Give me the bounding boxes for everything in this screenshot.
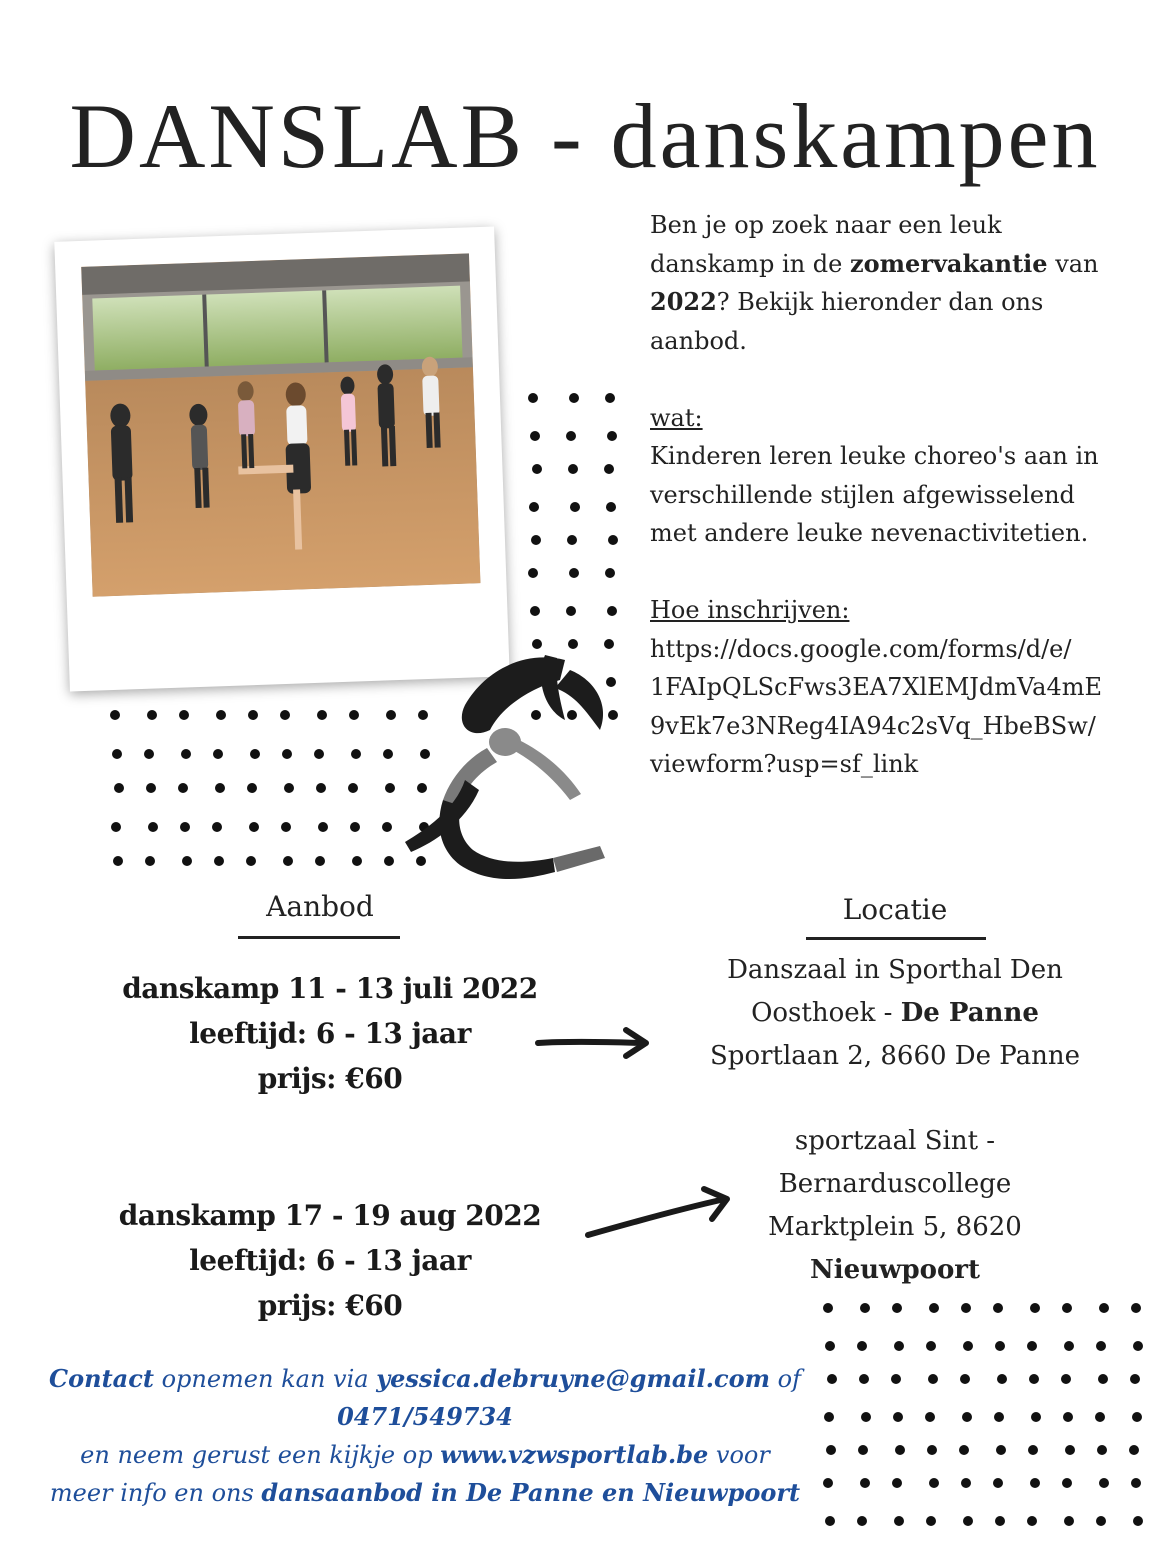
dot xyxy=(352,856,362,866)
camp-age: leeftijd: 6 - 13 jaar xyxy=(189,1017,471,1050)
camp-name: danskamp 11 - 13 juli 2022 xyxy=(122,972,538,1005)
dot xyxy=(894,1341,904,1351)
dot xyxy=(530,431,540,441)
camp-price: prijs: €60 xyxy=(257,1289,403,1322)
camp-name: danskamp 17 - 19 aug 2022 xyxy=(118,1199,542,1232)
dot xyxy=(892,1478,902,1488)
location-address: Sportlaan 2, 8660 De Panne xyxy=(709,1041,1081,1071)
dot xyxy=(283,856,293,866)
location-line: Oosthoek - De Panne xyxy=(751,998,1039,1028)
dot xyxy=(250,749,260,759)
dot xyxy=(350,822,360,832)
dot xyxy=(825,1341,835,1351)
dot xyxy=(995,1516,1005,1526)
location-line: Danszaal in Sporthal Den xyxy=(727,955,1063,985)
dot xyxy=(1065,1445,1075,1455)
location-city: Nieuwpoort xyxy=(809,1255,981,1285)
contact-line-2 xyxy=(20,1398,830,1436)
dot xyxy=(385,783,395,793)
email-link[interactable]: yessica.debruyne@gmail.com xyxy=(376,1364,770,1393)
dot xyxy=(996,1445,1006,1455)
dot xyxy=(926,1341,936,1351)
dot xyxy=(895,1445,905,1455)
dot xyxy=(316,783,326,793)
dot xyxy=(111,822,121,832)
dot xyxy=(348,783,358,793)
dot xyxy=(607,606,617,616)
dot xyxy=(1064,1341,1074,1351)
dot xyxy=(566,431,576,441)
dot xyxy=(146,783,156,793)
dot xyxy=(1027,1341,1037,1351)
dot xyxy=(567,535,577,545)
registration-link[interactable]: viewform?usp=sf_link xyxy=(650,750,919,778)
locatie-underline xyxy=(806,937,986,940)
dot xyxy=(532,464,542,474)
intro-line-4: aanbod. xyxy=(650,326,747,355)
registration-link[interactable]: 1FAIpQLScFws3EA7XlEMJdmVa4mE xyxy=(650,673,1102,701)
location-line: Bernarduscollege xyxy=(778,1169,1012,1199)
dot xyxy=(928,1374,938,1384)
dot xyxy=(1064,1516,1074,1526)
dot xyxy=(284,783,294,793)
dot xyxy=(1133,1341,1143,1351)
phone-number[interactable]: 0471/549734 xyxy=(337,1402,513,1431)
contact-line-4: meer info en ons dansaanbod in De Panne en Nieuwpoort xyxy=(49,1478,801,1507)
dot xyxy=(532,639,542,649)
dot xyxy=(349,710,359,720)
wat-heading: wat: xyxy=(650,403,703,432)
dot xyxy=(1132,1412,1142,1422)
dot xyxy=(570,502,580,512)
dot xyxy=(145,856,155,866)
dot xyxy=(857,1341,867,1351)
dot xyxy=(1131,1478,1141,1488)
dot xyxy=(1129,1445,1139,1455)
polaroid-frame xyxy=(54,226,509,691)
dot xyxy=(1130,1374,1140,1384)
dot xyxy=(213,749,223,759)
dot xyxy=(110,710,120,720)
dot xyxy=(1096,1341,1106,1351)
dot xyxy=(929,1478,939,1488)
dot xyxy=(929,1303,939,1313)
dot xyxy=(925,1412,935,1422)
dot xyxy=(1062,1478,1072,1488)
contact-line-1: Contact opnemen kan via yessica.debruyne@gmail.com of xyxy=(49,1364,801,1393)
dot xyxy=(216,710,226,720)
dot xyxy=(861,1412,871,1422)
zomervakantie-emphasis: zomervakantie xyxy=(850,248,1048,278)
locatie-heading: Locatie xyxy=(842,893,948,926)
dot xyxy=(247,783,257,793)
dot xyxy=(529,502,539,512)
dot xyxy=(180,822,190,832)
dot xyxy=(528,568,538,578)
dot xyxy=(605,568,615,578)
camp-age: leeftijd: 6 - 13 jaar xyxy=(189,1244,471,1277)
dot xyxy=(1031,1412,1041,1422)
location-address: Marktplein 5, 8620 xyxy=(768,1212,1022,1242)
dot xyxy=(1030,1478,1040,1488)
info-block xyxy=(650,206,1150,784)
dot xyxy=(1098,1374,1108,1384)
dot xyxy=(860,1303,870,1313)
page-title: DANSLAB - danskampen xyxy=(69,85,1101,187)
dot xyxy=(1062,1303,1072,1313)
dot xyxy=(178,783,188,793)
dot xyxy=(891,1374,901,1384)
dot xyxy=(1097,1445,1107,1455)
dot xyxy=(531,535,541,545)
registration-link[interactable]: 9vEk7e3NReg4IA94c2sVq_HbeBSw/ xyxy=(650,711,1096,740)
dot xyxy=(926,1516,936,1526)
dot xyxy=(530,606,540,616)
dot xyxy=(382,822,392,832)
dot xyxy=(892,1303,902,1313)
dot xyxy=(893,1412,903,1422)
dot xyxy=(962,1412,972,1422)
dot xyxy=(604,464,614,474)
dot xyxy=(859,1374,869,1384)
dot xyxy=(959,1445,969,1455)
location-line: sportzaal Sint - xyxy=(794,1126,996,1156)
dot xyxy=(281,822,291,832)
dot xyxy=(1096,1516,1106,1526)
location-2 xyxy=(700,1120,1090,1292)
dot xyxy=(857,1516,867,1526)
dot xyxy=(858,1445,868,1455)
dot xyxy=(860,1478,870,1488)
dot xyxy=(607,431,617,441)
camp-2 xyxy=(80,1193,580,1328)
location-city-emphasis: De Panne xyxy=(900,998,1039,1028)
dot xyxy=(1099,1478,1109,1488)
dot xyxy=(147,710,157,720)
dot xyxy=(823,1303,833,1313)
dot xyxy=(1133,1516,1143,1526)
dot xyxy=(113,856,123,866)
dot xyxy=(144,749,154,759)
dot xyxy=(927,1445,937,1455)
dot xyxy=(997,1374,1007,1384)
arrow-right-icon xyxy=(530,1022,660,1062)
dot xyxy=(1029,1374,1039,1384)
dot xyxy=(569,393,579,403)
intro-line-3: 2022? Bekijk hieronder dan ons xyxy=(650,287,1044,316)
dot xyxy=(181,749,191,759)
dot xyxy=(566,606,576,616)
registration-link[interactable]: https://docs.google.com/forms/d/e/ xyxy=(650,634,1072,663)
dot xyxy=(248,710,258,720)
contact-line-3: en neem gerust een kijkje op www.vzwsportlab.be voor xyxy=(80,1440,770,1469)
dot xyxy=(246,856,256,866)
dot xyxy=(1030,1303,1040,1313)
contact-block xyxy=(20,1360,830,1512)
dot xyxy=(148,822,158,832)
wat-line: met andere leuke nevenactivitetien. xyxy=(650,519,1089,547)
dot xyxy=(114,783,124,793)
dot xyxy=(995,1341,1005,1351)
dance-class-photo xyxy=(81,253,480,596)
website-link[interactable]: www.vzwsportlab.be xyxy=(440,1440,709,1469)
dot xyxy=(994,1412,1004,1422)
dot xyxy=(383,749,393,759)
dot xyxy=(993,1303,1003,1313)
dot xyxy=(1027,1516,1037,1526)
wat-line: Kinderen leren leuke choreo's aan in xyxy=(650,442,1099,470)
dot xyxy=(315,856,325,866)
dot xyxy=(993,1478,1003,1488)
dot xyxy=(384,856,394,866)
dot xyxy=(1099,1303,1109,1313)
wat-line: verschillende stijlen afgewisselend xyxy=(650,480,1075,509)
dot xyxy=(963,1516,973,1526)
dot xyxy=(1131,1303,1141,1313)
dot xyxy=(528,393,538,403)
year-emphasis: 2022 xyxy=(650,287,717,316)
dot xyxy=(214,856,224,866)
dot xyxy=(1061,1374,1071,1384)
dot xyxy=(605,393,615,403)
dot xyxy=(961,1303,971,1313)
dot xyxy=(351,749,361,759)
aanbod-heading: Aanbod xyxy=(266,890,374,923)
location-1 xyxy=(660,949,1130,1078)
dot xyxy=(960,1374,970,1384)
dot-pattern-bottom-right xyxy=(825,1305,1165,1550)
dot xyxy=(961,1478,971,1488)
dot xyxy=(569,568,579,578)
dot xyxy=(179,710,189,720)
dot xyxy=(1095,1412,1105,1422)
dot xyxy=(894,1516,904,1526)
dot xyxy=(314,749,324,759)
dot xyxy=(606,502,616,512)
dot xyxy=(182,856,192,866)
dot xyxy=(317,710,327,720)
dot xyxy=(604,639,614,649)
dot xyxy=(568,639,578,649)
dot xyxy=(249,822,259,832)
intro-line-1: Ben je op zoek naar een leuk xyxy=(650,211,1002,239)
dot xyxy=(568,464,578,474)
dot xyxy=(280,710,290,720)
dot xyxy=(282,749,292,759)
dot xyxy=(825,1516,835,1526)
dot xyxy=(608,535,618,545)
camp-price: prijs: €60 xyxy=(257,1062,403,1095)
intro-line-2: danskamp in de zomervakantie van xyxy=(650,248,1099,278)
dot xyxy=(1028,1445,1038,1455)
camp-1 xyxy=(80,966,580,1101)
dot xyxy=(1063,1412,1073,1422)
aanbod-underline xyxy=(238,936,400,939)
dot xyxy=(112,749,122,759)
dot xyxy=(318,822,328,832)
dot xyxy=(963,1341,973,1351)
inschrijven-heading: Hoe inschrijven: xyxy=(650,596,850,624)
dancer-image xyxy=(395,650,635,910)
dot xyxy=(212,822,222,832)
dot xyxy=(215,783,225,793)
